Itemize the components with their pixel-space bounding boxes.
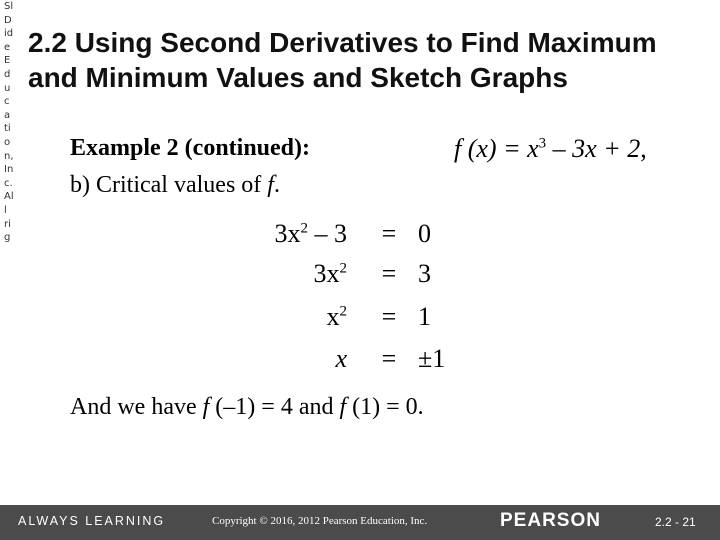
function-tail: , [640, 134, 647, 163]
slide-title: 2.2 Using Second Derivatives to Find Maximum and Minimum Values and Sketch Graphs [28, 27, 657, 93]
conclusion-part: (1) = 0. [346, 394, 424, 420]
footer-tagline: ALWAYS LEARNING [18, 514, 166, 528]
equation-row [0, 302, 720, 342]
part-b-var: f [267, 172, 274, 198]
equals-sign: = [381, 219, 397, 248]
equation-rhs: 0 [418, 219, 431, 248]
part-b-line [70, 172, 280, 199]
function-definition [454, 134, 647, 164]
pearson-logo: PEARSON [500, 510, 601, 531]
lhs-pre: x [335, 344, 347, 373]
sidebar-vertical-text: SlDide Education, Inc. All rig [4, 1, 14, 244]
equals-sign: = [381, 302, 397, 331]
conclusion-f: f [202, 394, 210, 420]
equation-lhs [327, 302, 348, 332]
part-b-text: b) Critical values of [70, 172, 268, 198]
conclusion-line [70, 394, 424, 421]
lhs-pre: 3x [313, 259, 340, 288]
equation-lhs [314, 259, 348, 289]
equation-rhs: ±1 [418, 344, 446, 373]
equation-lhs [275, 219, 348, 249]
equation-lhs [335, 344, 347, 374]
lhs-exponent: 2 [339, 260, 347, 277]
footer-copyright: Copyright © 2016, 2012 Pearson Education, Inc. [212, 515, 428, 527]
equation-rhs: 3 [418, 259, 431, 288]
example-heading: Example 2 (continued): [70, 135, 310, 161]
slide-number: 2.2 - 21 [655, 515, 696, 529]
lhs-pre: x [326, 302, 340, 331]
function-lhs: f (x) = x [454, 134, 539, 163]
equals-sign: = [381, 344, 397, 373]
conclusion-part: And we have [70, 394, 203, 420]
function-exponent: 3 [538, 135, 547, 152]
part-b-end: . [273, 172, 280, 198]
lhs-pre: 3x [274, 219, 301, 248]
lhs-exponent: 2 [339, 303, 347, 320]
equation-rhs: 1 [418, 302, 431, 331]
equation-row [0, 219, 720, 259]
function-middle: – 3x + 2 [546, 134, 641, 163]
equals-sign: = [381, 259, 397, 288]
lhs-exponent: 2 [300, 220, 308, 237]
equation-row [0, 344, 720, 384]
conclusion-part: (–1) = 4 and [209, 394, 340, 420]
equation-row [0, 259, 720, 299]
conclusion-f: f [339, 394, 347, 420]
lhs-post: – 3 [308, 219, 347, 248]
footer-bar [0, 505, 720, 540]
